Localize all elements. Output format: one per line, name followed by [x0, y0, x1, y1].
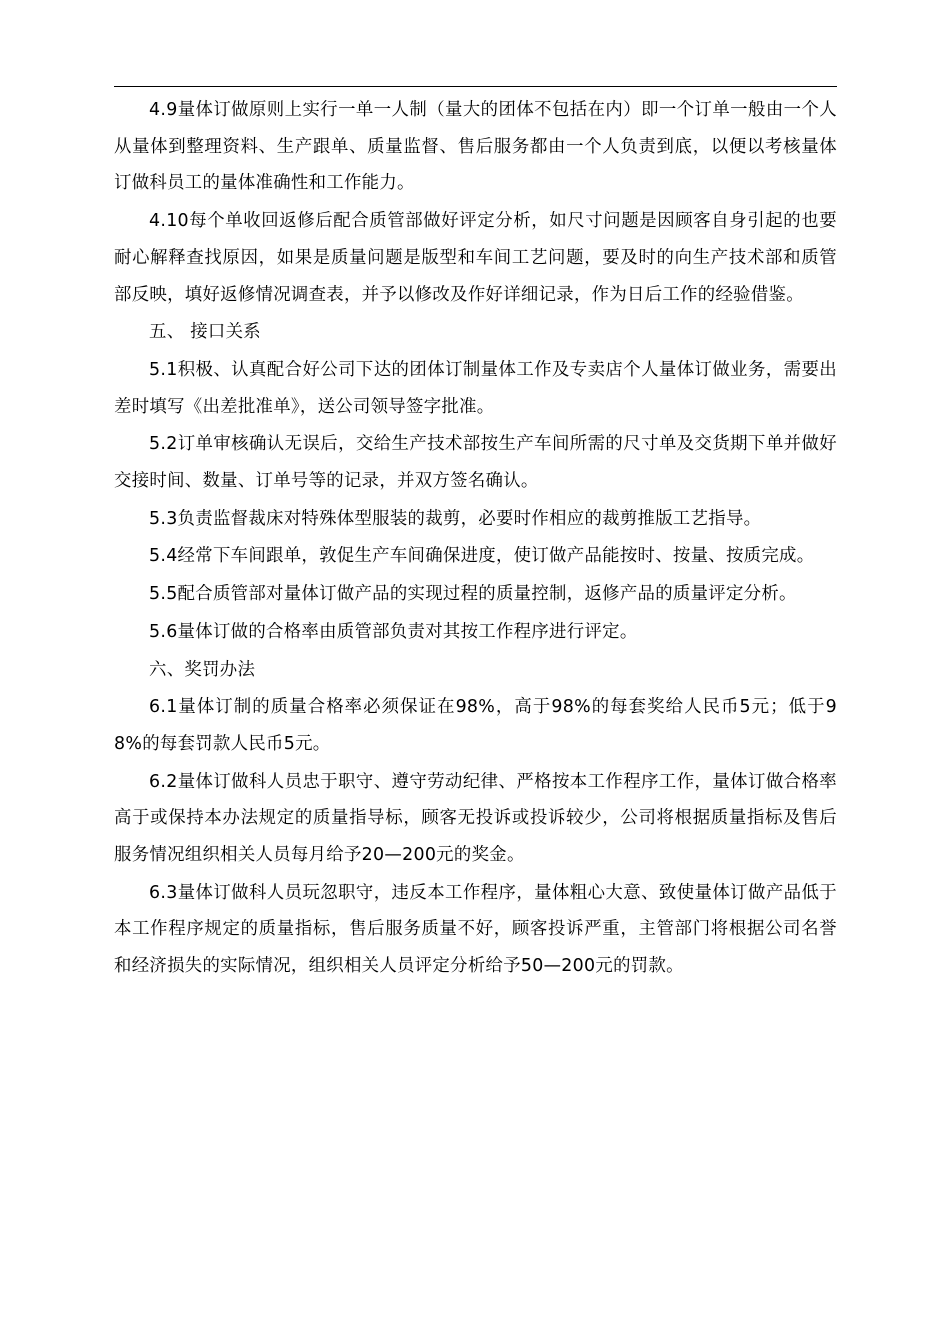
paragraph-5-1: 5.1积极、认真配合好公司下达的团体订制量体工作及专卖店个人量体订做业务，需要出差时填写《出差批准单》，送公司领导签字批准。	[114, 359, 837, 417]
paragraph-5-3: 5.3负责监督裁床对特殊体型服装的裁剪，必要时作相应的裁剪推版工艺指导。	[149, 508, 762, 529]
document-body	[114, 92, 837, 986]
paragraph-5-2: 5.2订单审核确认无误后，交给生产技术部按生产车间所需的尺寸单及交货期下单并做好交接时间、数量、订单号等的记录，并双方签名确认。	[114, 434, 837, 492]
paragraph-6-1: 6.1量体订制的质量合格率必须保证在98%，高于98%的每套奖给人民币5元；低于98%的每套罚款人民币5元。	[114, 697, 837, 754]
section-heading-rewards: 六、奖罚办法	[149, 659, 256, 680]
paragraph-6-3: 6.3量体订做科人员玩忽职守，违反本工作程序，量体粗心大意、致使量体订做产品低于本工作程序规定的质量指标，售后服务质量不好，顾客投诉严重，主管部门将根据公司名誉和经济损失的实际情况，组织相关人员评定分析给予50—200元的罚款。	[114, 882, 837, 977]
paragraph-4-10: 4.10每个单收回返修后配合质管部做好评定分析，如尺寸问题是因顾客自身引起的也要耐心解释查找原因，如果是质量问题是版型和车间工艺问题，要及时的向生产技术部和质管部反映，填好返修情况调查表，并予以修改及作好详细记录，作为日后工作的经验借鉴。	[114, 211, 837, 305]
paragraph-4-9: 4.9量体订做原则上实行一单一人制（量大的团体不包括在内）即一个订单一般由一个人从量体到整理资料、生产跟单、质量监督、售后服务都由一个人负责到底，以便以考核量体订做科员工的量体准确性和工作能力。	[114, 100, 837, 194]
paragraph-5-4: 5.4经常下车间跟单，敦促生产车间确保进度，使订做产品能按时、按量、按质完成。	[149, 546, 815, 567]
paragraph-6-2: 6.2量体订做科人员忠于职守、遵守劳动纪律、严格按本工作程序工作，量体订做合格率高于或保持本办法规定的质量指导标，顾客无投诉或投诉较少，公司将根据质量指标及售后服务情况组织相关人员每月给予20—200元的奖金。	[114, 771, 837, 866]
header-rule	[114, 86, 837, 87]
paragraph-5-6: 5.6量体订做的合格率由质管部负责对其按工作程序进行评定。	[149, 621, 638, 642]
paragraph-5-5: 5.5配合质管部对量体订做产品的实现过程的质量控制，返修产品的质量评定分析。	[149, 584, 797, 605]
section-heading-interface: 五、 接口关系	[149, 322, 261, 343]
